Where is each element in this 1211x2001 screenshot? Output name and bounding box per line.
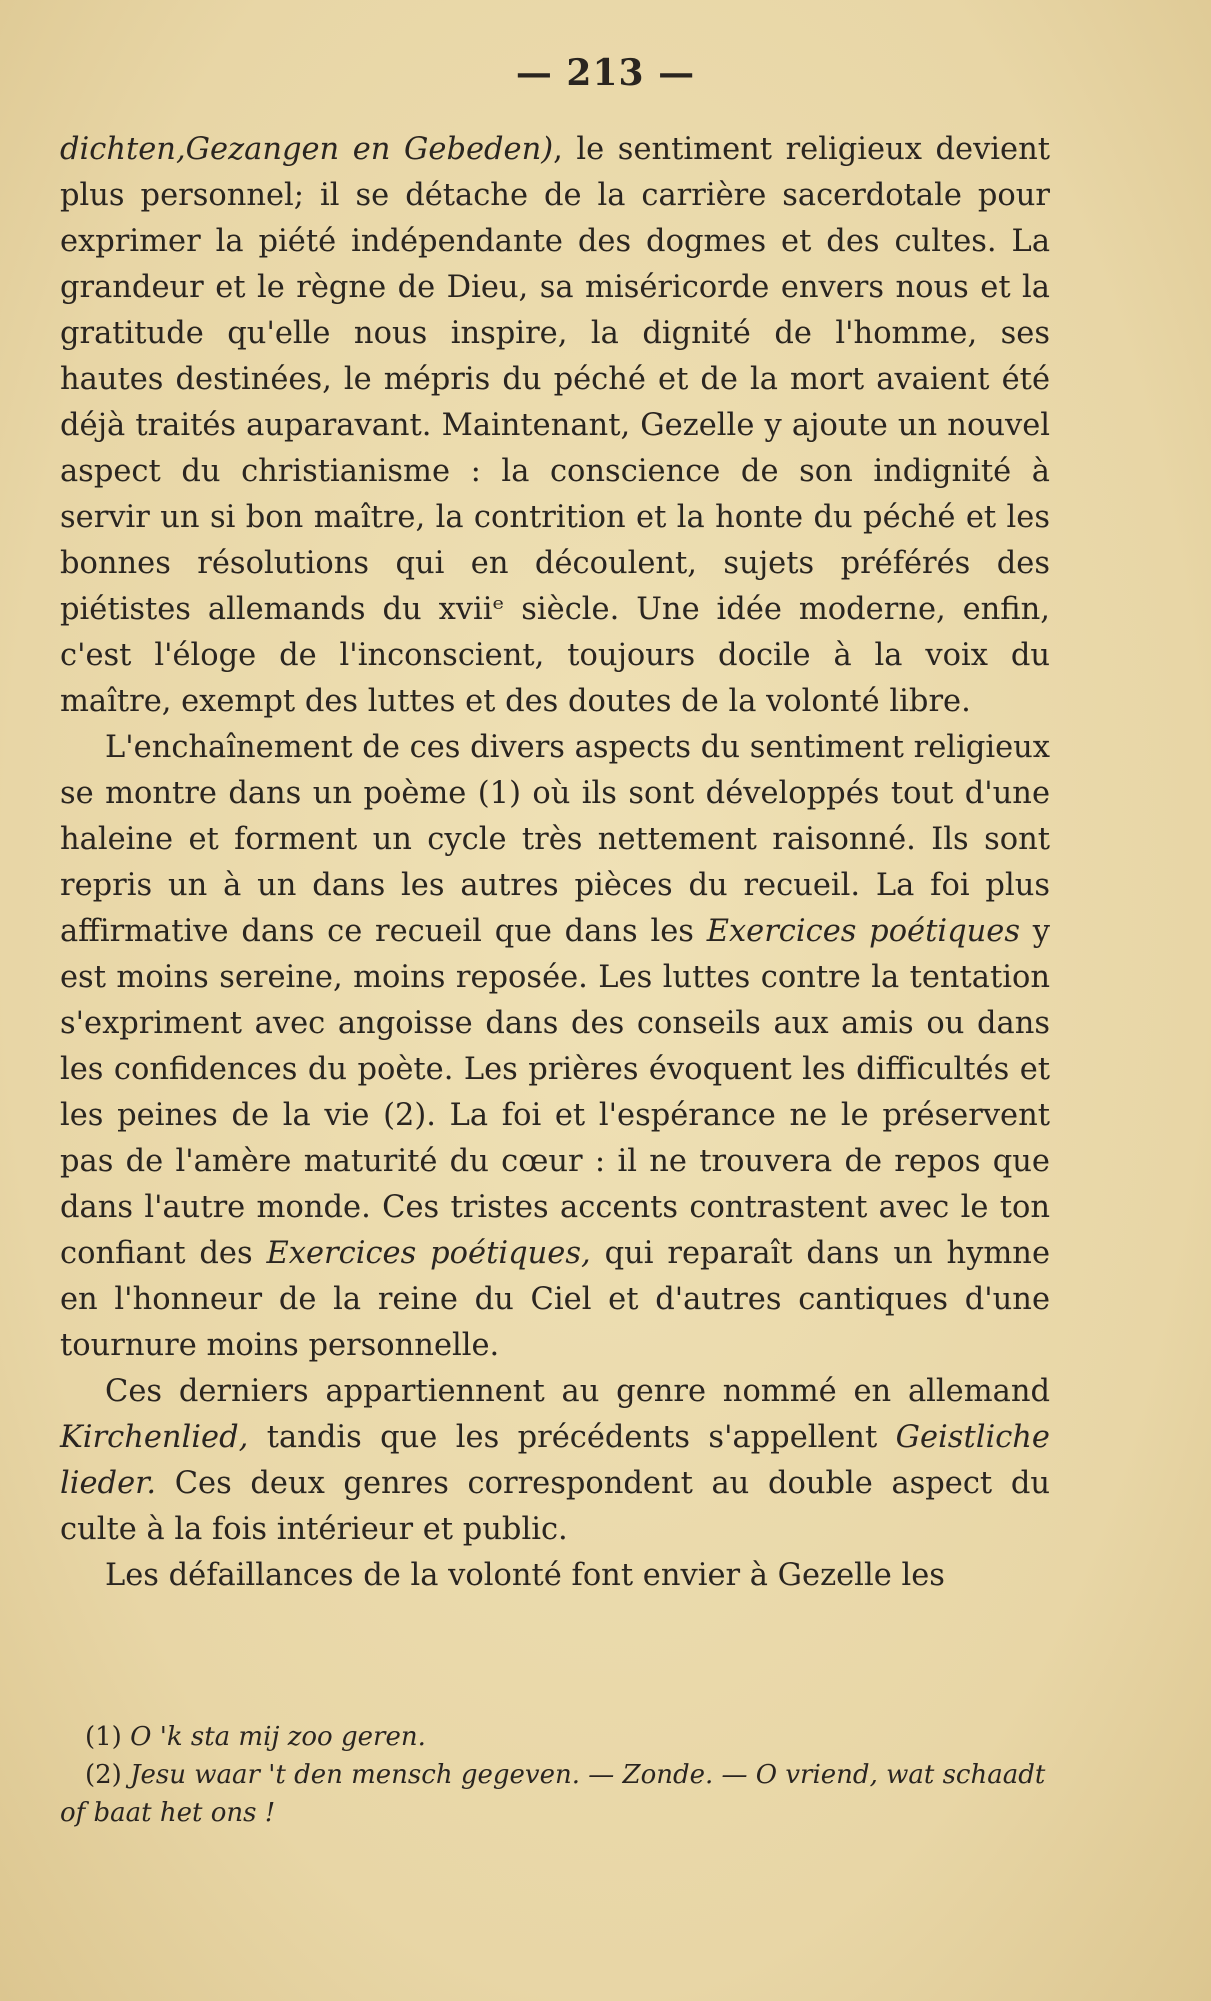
paragraph	[60, 1369, 1050, 1553]
italic-text: Kirchenlied,	[60, 1420, 249, 1455]
footnote-1-number: (1)	[85, 1722, 122, 1752]
text-segment: Ces derniers appartiennent au genre nommé en allemand	[105, 1374, 1050, 1409]
paragraph	[60, 725, 1050, 1369]
italic-text: Geistliche lieder.	[60, 1420, 1050, 1501]
footnote-2-number: (2)	[85, 1760, 122, 1790]
footnotes	[60, 1718, 1050, 1832]
footnote-2-text: Jesu waar 't den mensch gegeven. — Zonde. — O vriend, wat schaadt of baat het ons !	[60, 1760, 1046, 1828]
italic-text: Exercices poétiques,	[266, 1236, 591, 1271]
text-segment: L'enchaînement de ces divers aspects du sentiment religieux se montre dans un poème (1) où ils sont développés tout d'une haleine et forment un cycle très nettement raisonné. Ils sont repris un à un dans les autres pièces du recueil. La foi plus affirmative dans ce recueil que dans les	[60, 730, 1050, 949]
paragraph	[60, 127, 1050, 725]
text-segment: qui reparaît dans un hymne en l'honneur de la reine du Ciel et d'autres cantiques d'une tournure moins personnelle.	[60, 1236, 1050, 1363]
text-segment: Ces deux genres correspondent au double aspect du culte à la fois intérieur et public.	[60, 1466, 1050, 1547]
footnote-2	[60, 1756, 1050, 1832]
text-segment: Les défaillances de la volonté font envier à Gezelle les	[105, 1558, 945, 1593]
text-segment: , le sentiment religieux devient plus personnel; il se détache de la carrière sacerdotale pour exprimer la piété indépendante des dogmes et des cultes. La grandeur et le règne de Dieu, sa miséricorde envers nous et la gratitude qu'elle nous inspire, la dignité de l'homme, ses hautes destinées, le mépris du péché et de la mort avaient été déjà traités auparavant. Maintenant, Gezelle y ajoute un nouvel aspect du christianisme : la conscience de son indignité à servir un si bon maître, la contrition et la honte du péché et les bonnes résolutions qui en découlent, sujets préférés des piétistes allemands du xviiᵉ siècle. Une idée moderne, enfin, c'est l'éloge de l'inconscient, toujours docile à la voix du maître, exempt des luttes et des doutes de la volonté libre.	[60, 132, 1050, 719]
body-text	[60, 127, 1050, 1599]
italic-text: dichten,Gezangen en Gebeden)	[60, 132, 554, 167]
italic-text: Exercices poétiques	[706, 914, 1020, 949]
text-segment: y est moins sereine, moins reposée. Les luttes contre la tentation s'expriment avec angoisse dans des conseils aux amis ou dans les confidences du poète. Les prières évoquent les difficultés et les peines de la vie (2). La foi et l'espérance ne le préservent pas de l'amère maturité du cœur : il ne trouvera de repos que dans l'autre monde. Ces tristes accents contrastent avec le ton confiant des	[60, 914, 1050, 1271]
footnote-1	[60, 1718, 1050, 1756]
page-number: — 213 —	[515, 52, 696, 94]
text-segment: tandis que les précédents s'appellent	[248, 1420, 896, 1455]
paragraph	[60, 1553, 1050, 1599]
footnote-1-text: O 'k sta mij zoo geren.	[130, 1722, 426, 1752]
